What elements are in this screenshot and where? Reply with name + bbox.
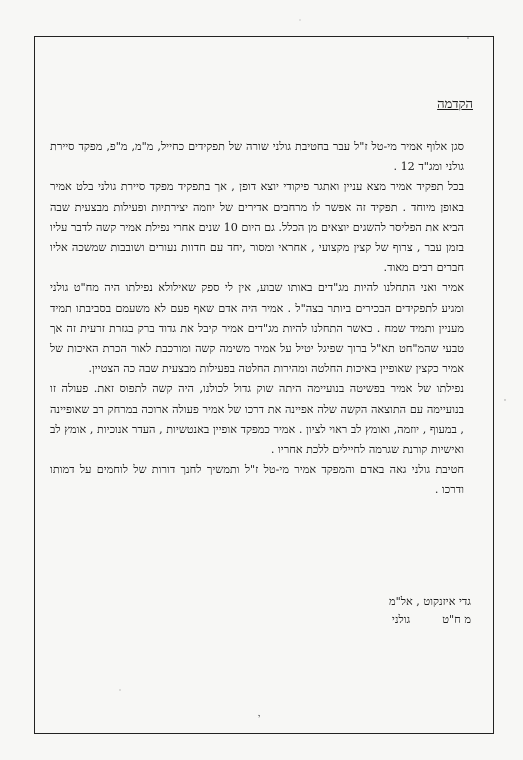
page-number: י: [258, 713, 261, 723]
paragraph: נפילתו של אמיר בפשיטה בנועיימה היתה שוק גדול לכולנו, היה קשה לתפוס זאת. פעולה זו בנועיימה עם התוצאה הקשה שלה אפיינה את דרכו של אמיר פעולה ארוכה במרחק רב שאופיינה , במעוף , יוזמה, ואומץ לב ראוי לציון . אמיר כמפקד אופיין באנטשיות , העדר אנוכיות , אומץ לב ואישיות קורנת שגרמה לחיילים ללכת אחריו .: [50, 382, 464, 457]
signature-role-line: [389, 611, 471, 629]
paragraph: סגן אלוף אמיר מי-טל ז"ל עבר בחטיבת גולני שורה של תפקידים כחייל, מ"מ, מ"פ, מפקד סיירת גולני ומג"ד 12 .: [50, 140, 464, 174]
signature-role: מ ח"ט: [442, 613, 471, 626]
paragraph: חטיבת גולני גאה באדם והמפקד אמיר מי-טל ז"ל ותמשיך לחנך דורות של לוחמים על דמותו ודרכו .: [50, 463, 464, 497]
document-heading: הקדמה: [437, 97, 473, 112]
signature-unit: גולני: [391, 613, 411, 626]
signature-name: גדי איזנקוט , אל"מ: [389, 595, 471, 608]
paragraph: אמיר ואני התחלנו להיות מג"דים באותו שבוע, אין לי ספק שאילולא נפילתו היה מח"ט גולני ומגיע לתפקידים הבכירים ביותר בצה"ל . אמיר היה אדם שאף פעם לא משעמם בסביבתו תמיד מעניין ותמיד שמח . כאשר התחלנו להיות מג"דים אמיר קיבל את גדוד ברק בגזרת זרעית זה אך טבעי שהמ"חט תא"ל ברוך שפיגל יטיל על אמיר משימה קשה ומורכבת לאור הכרת האיכות של אמיר כקצין שאופיין באיכות החלטה ומהירות החלטה בפעילות מבצעית שבה כה הצטיין.: [50, 281, 464, 376]
signature-block: [389, 593, 471, 629]
document-body: [50, 137, 464, 501]
paragraph: בכל תפקיד אמיר מצא עניין ואתגר פיקודי יוצא דופן , אך בתפקיד מפקד סיירת גולני בלט אמיר באופן מיוחד . תפקיד זה אפשר לו מרחבים אדירים של יוזמה יצירתיות ופעילות מבצעית שבה הביא את הפליסר להשגים יוצאים מן הכלל. גם היום 10 שנים אחרי נפילת אמיר קשה לדבר עליו בזמן עבר , צרוף של קצין מקצועי , אחראי ומסור ,יחד עם חדוות נעורים ושובבות שמשכה אליו חברים רבים מאוד.: [50, 180, 464, 275]
